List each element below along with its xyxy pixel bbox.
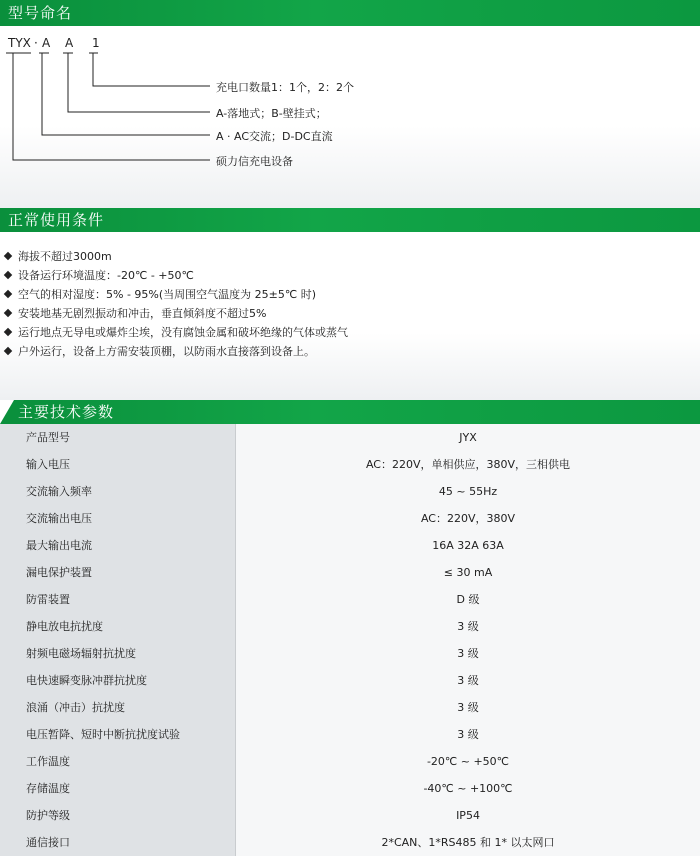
- param-value: 3 级: [236, 694, 700, 721]
- param-value: JYX: [236, 424, 700, 451]
- condition-item: 海拔不超过3000m: [5, 248, 112, 264]
- param-value: AC：220V，单相供应，380V，三相供电: [236, 451, 700, 478]
- naming-title: 型号命名: [8, 4, 73, 22]
- table-row: [0, 775, 700, 802]
- condition-item: 户外运行，设备上方需安装顶棚，以防雨水直接落到设备上。: [5, 343, 315, 359]
- table-row: [0, 829, 700, 856]
- legend-mount: A-落地式；B-壁挂式；: [216, 107, 327, 120]
- legend-ports: 充电口数量1：1个，2：2个: [216, 81, 354, 94]
- param-value: AC：220V，380V: [236, 505, 700, 532]
- param-name: 输入电压: [0, 451, 236, 478]
- diamond-bullet-icon: [4, 252, 12, 260]
- section-title-params: [0, 400, 700, 424]
- table-row: [0, 451, 700, 478]
- param-value: -40℃ ~ +100℃: [236, 775, 700, 802]
- table-row: [0, 748, 700, 775]
- diamond-bullet-icon: [4, 347, 12, 355]
- param-value: ≤ 30 mA: [236, 559, 700, 586]
- header-notch: [0, 400, 14, 424]
- param-value: 45 ~ 55Hz: [236, 478, 700, 505]
- code-part-mount: A: [65, 36, 74, 50]
- code-part-prefix: TYX: [8, 36, 31, 50]
- table-row: [0, 802, 700, 829]
- legend-current: A · AC交流；D-DC直流: [216, 130, 333, 143]
- section-title-conditions: [0, 208, 700, 232]
- param-value: 3 级: [236, 640, 700, 667]
- param-name: 存储温度: [0, 775, 236, 802]
- section-title-naming: [0, 0, 700, 26]
- param-name: 静电放电抗扰度: [0, 613, 236, 640]
- diamond-bullet-icon: [4, 271, 12, 279]
- table-row: [0, 694, 700, 721]
- param-value: 3 级: [236, 721, 700, 748]
- table-row: [0, 613, 700, 640]
- condition-item: 空气的相对湿度：5% - 95%(当周围空气温度为 25±5℃ 时): [5, 286, 316, 302]
- table-row: [0, 640, 700, 667]
- condition-item: 运行地点无导电或爆炸尘埃，没有腐蚀金属和破坏绝缘的气体或蒸气: [5, 324, 348, 340]
- diamond-bullet-icon: [4, 328, 12, 336]
- table-row: [0, 559, 700, 586]
- param-name: 防雷装置: [0, 586, 236, 613]
- naming-connector-lines: [0, 26, 700, 208]
- conditions-title: 正常使用条件: [8, 211, 105, 229]
- param-value: IP54: [236, 802, 700, 829]
- param-value: D 级: [236, 586, 700, 613]
- condition-item: 设备运行环境温度：-20℃ - +50℃: [5, 267, 194, 283]
- param-value: -20℃ ~ +50℃: [236, 748, 700, 775]
- code-part-dot: ·: [34, 36, 38, 50]
- table-row: [0, 586, 700, 613]
- param-name: 浪涌（冲击）抗扰度: [0, 694, 236, 721]
- code-part-ports: 1: [92, 36, 100, 50]
- table-row: [0, 478, 700, 505]
- param-name: 交流输出电压: [0, 505, 236, 532]
- diamond-bullet-icon: [4, 290, 12, 298]
- table-row: [0, 505, 700, 532]
- param-value: 16A 32A 63A: [236, 532, 700, 559]
- code-part-current: A: [42, 36, 51, 50]
- param-value: 2*CAN、1*RS485 和 1* 以太网口: [236, 829, 700, 856]
- table-row: [0, 721, 700, 748]
- param-name: 工作温度: [0, 748, 236, 775]
- param-value: 3 级: [236, 613, 700, 640]
- condition-item: 安装地基无剧烈振动和冲击，垂直倾斜度不超过5%: [5, 305, 266, 321]
- param-name: 漏电保护装置: [0, 559, 236, 586]
- table-row: [0, 532, 700, 559]
- table-row: [0, 667, 700, 694]
- params-title: 主要技术参数: [18, 403, 115, 421]
- param-name: 产品型号: [0, 424, 236, 451]
- param-name: 防护等级: [0, 802, 236, 829]
- param-name: 电压暂降、短时中断抗扰度试验: [0, 721, 236, 748]
- param-name: 射频电磁场辐射抗扰度: [0, 640, 236, 667]
- diamond-bullet-icon: [4, 309, 12, 317]
- param-name: 交流输入频率: [0, 478, 236, 505]
- param-name: 通信接口: [0, 829, 236, 856]
- param-name: 电快速瞬变脉冲群抗扰度: [0, 667, 236, 694]
- param-value: 3 级: [236, 667, 700, 694]
- legend-brand: 硕力信充电设备: [216, 155, 293, 168]
- param-name: 最大输出电流: [0, 532, 236, 559]
- table-row: [0, 424, 700, 451]
